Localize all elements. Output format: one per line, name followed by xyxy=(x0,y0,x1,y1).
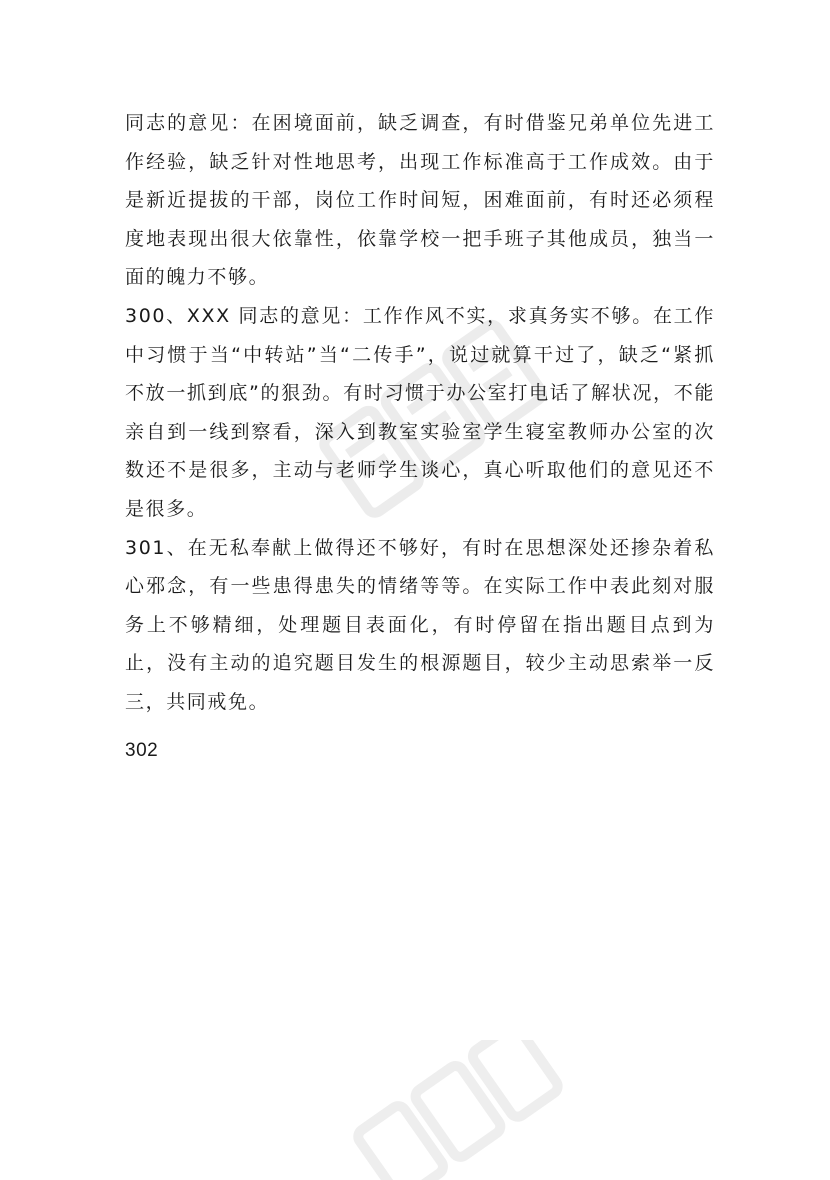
document-body xyxy=(125,104,715,770)
paragraph-item-300: 300、XXX 同志的意见：工作作风不实，求真务实不够。在工作中习惯于当“中转站”当“二传手”，说过就算干过了，缺乏“紧抓不放一抓到底”的狠劲。有时习惯于办公室打电话了解状况，不能亲自到一线到察看，深入到教室实验室学生寝室教师办公室的次数还不是很多，主动与老师学生谈心，真心听取他们的意见还不是很多。 xyxy=(125,304,715,520)
paragraph-opinion-continued: 同志的意见：在困境面前，缺乏调查，有时借鉴兄弟单位先进工作经验，缺乏针对性地思考，出现工作标准高于工作成效。由于是新近提拔的干部，岗位工作时间短，困难面前，有时还必须程度地表现出很大依靠性，依靠学校一把手班子其他成员，独当一面的魄力不够。 xyxy=(125,112,715,289)
paragraph-item-301: 301、在无私奉献上做得还不够好，有时在思想深处还掺杂着私心邪念，有一些患得患失的情绪等等。在实际工作中表此刻对服务上不够精细，处理题目表面化，有时停留在指出题目点到为止，没有主动的追究题目发生的根源题目，较少主动思索举一反三，共同戒免。 xyxy=(125,536,715,713)
watermark-logo-lower xyxy=(330,1040,590,1180)
watermark-shape xyxy=(330,1040,590,1180)
paragraph-item-302: 302 xyxy=(125,739,159,761)
